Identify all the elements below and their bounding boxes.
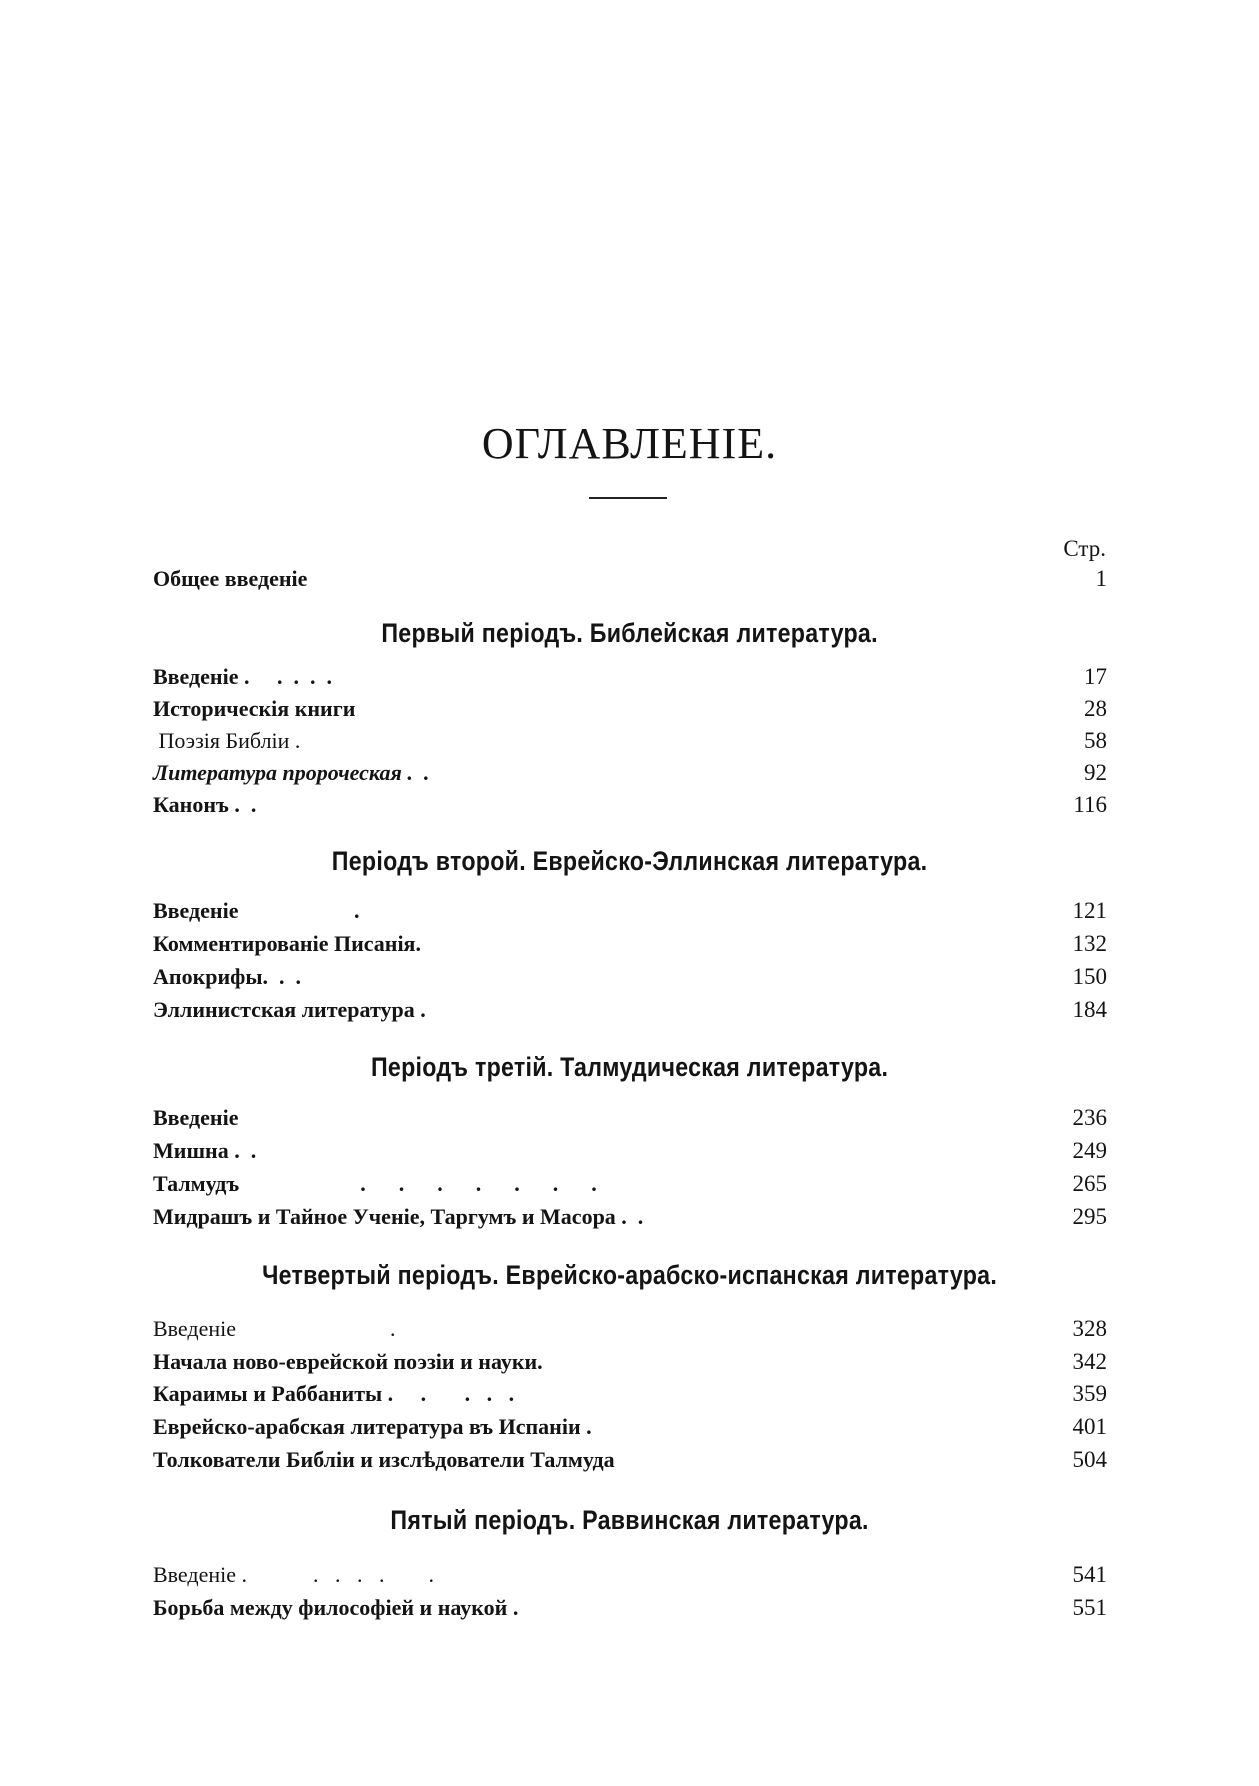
toc-entry-page: 1 xyxy=(1095,566,1107,591)
toc-entry-page: 150 xyxy=(1072,964,1107,989)
toc-entry[interactable] xyxy=(153,1138,1107,1170)
toc-entry-page: 401 xyxy=(1072,1414,1107,1439)
toc-entry[interactable] xyxy=(153,696,1107,728)
toc-entry[interactable] xyxy=(153,1562,1107,1594)
toc-entry-label: Апокрифы. . . xyxy=(153,964,302,989)
toc-entry-page: 28 xyxy=(1084,696,1107,721)
toc-entry-page: 17 xyxy=(1084,664,1107,689)
toc-entry-label: Общее введеніе xyxy=(153,566,308,591)
toc-entry-label: Введеніе . . . . . xyxy=(153,664,332,689)
toc-entry[interactable] xyxy=(153,664,1107,696)
period-heading-5: Пятый періодъ. Раввинская литература. xyxy=(390,1505,869,1535)
toc-entry-label: Мишна . . xyxy=(153,1138,257,1163)
toc-entry[interactable] xyxy=(153,1316,1107,1348)
toc-entry-label: Введеніе . xyxy=(153,1316,396,1341)
toc-entry-label: Литература пророческая . . xyxy=(153,760,430,785)
toc-entry[interactable] xyxy=(153,964,1107,996)
toc-entry-label: Введеніе . xyxy=(153,898,360,923)
toc-entry[interactable] xyxy=(153,728,1107,760)
period-heading-2: Періодъ второй. Еврейско-Эллинская литература. xyxy=(331,846,928,876)
toc-entry-label: Мидрашъ и Тайное Ученіе, Таргумъ и Масора . . xyxy=(153,1204,644,1229)
toc-entry-label: Караимы и Раббаниты . . . . . xyxy=(153,1381,515,1406)
toc-entry[interactable] xyxy=(153,792,1107,824)
toc-entry[interactable] xyxy=(153,898,1107,930)
toc-entry[interactable] xyxy=(153,997,1107,1029)
toc-entry-page: 92 xyxy=(1084,760,1107,785)
toc-entry-page: 236 xyxy=(1072,1105,1107,1130)
toc-entry[interactable] xyxy=(153,1381,1107,1413)
toc-entry[interactable] xyxy=(153,1414,1107,1446)
toc-entry-page: 541 xyxy=(1072,1562,1107,1587)
toc-entry[interactable] xyxy=(153,1349,1107,1381)
toc-entry-label: Введеніе xyxy=(153,1105,239,1130)
toc-entry-label: Талмудъ . . . . . . . xyxy=(153,1171,597,1196)
toc-entry-label: Комментированіе Писанія. xyxy=(153,931,421,956)
toc-entry-label: Еврейско-арабская литература въ Испаніи . xyxy=(153,1414,592,1439)
toc-entry[interactable] xyxy=(153,1595,1107,1627)
period-heading-4: Четвертый періодъ. Еврейско-арабско-испанская литература. xyxy=(262,1260,998,1290)
toc-entry-label: Историческія книги xyxy=(153,696,356,721)
toc-entry-page: 58 xyxy=(1084,728,1107,753)
toc-entry-general[interactable] xyxy=(153,566,1107,598)
toc-entry[interactable] xyxy=(153,1447,1107,1479)
toc-entry[interactable] xyxy=(153,1204,1107,1236)
toc-entry-page: 342 xyxy=(1072,1349,1107,1374)
toc-entry-label: Борьба между философіей и наукой . xyxy=(153,1595,519,1620)
page-column-label: Стр. xyxy=(1063,536,1106,561)
toc-entry-page: 551 xyxy=(1072,1595,1107,1620)
title-rule xyxy=(589,497,667,499)
page-title: ОГЛАВЛЕНІЕ. xyxy=(481,419,778,468)
toc-entry[interactable] xyxy=(153,1105,1107,1137)
toc-entry-label: Введеніе . . . . . . xyxy=(153,1562,435,1587)
toc-entry[interactable] xyxy=(153,931,1107,963)
toc-entry-label: Начала ново-еврейской поэзіи и науки. xyxy=(153,1349,543,1374)
toc-entry-label: Эллинистская литература . xyxy=(153,997,426,1022)
toc-entry-page: 295 xyxy=(1072,1204,1107,1229)
toc-entry-page: 121 xyxy=(1072,898,1107,923)
toc-entry-label: Толкователи Библіи и изслѣдователи Талмуда xyxy=(153,1447,615,1472)
toc-entry-page: 504 xyxy=(1072,1447,1107,1472)
toc-entry-page: 328 xyxy=(1072,1316,1107,1341)
toc-entry-page: 116 xyxy=(1073,792,1107,817)
toc-entry-page: 265 xyxy=(1072,1171,1107,1196)
toc-entry-label: Поэзія Библіи . xyxy=(153,728,301,753)
toc-entry[interactable] xyxy=(153,760,1107,792)
toc-entry[interactable] xyxy=(153,1171,1107,1203)
period-heading-1: Первый періодъ. Библейская литература. xyxy=(381,618,878,648)
toc-entry-page: 249 xyxy=(1072,1138,1107,1163)
toc-entry-page: 184 xyxy=(1072,997,1107,1022)
toc-entry-page: 359 xyxy=(1072,1381,1107,1406)
period-heading-3: Періодъ третій. Талмудическая литература. xyxy=(370,1052,889,1082)
toc-entry-label: Канонъ . . xyxy=(153,792,257,817)
toc-entry-page: 132 xyxy=(1072,931,1107,956)
